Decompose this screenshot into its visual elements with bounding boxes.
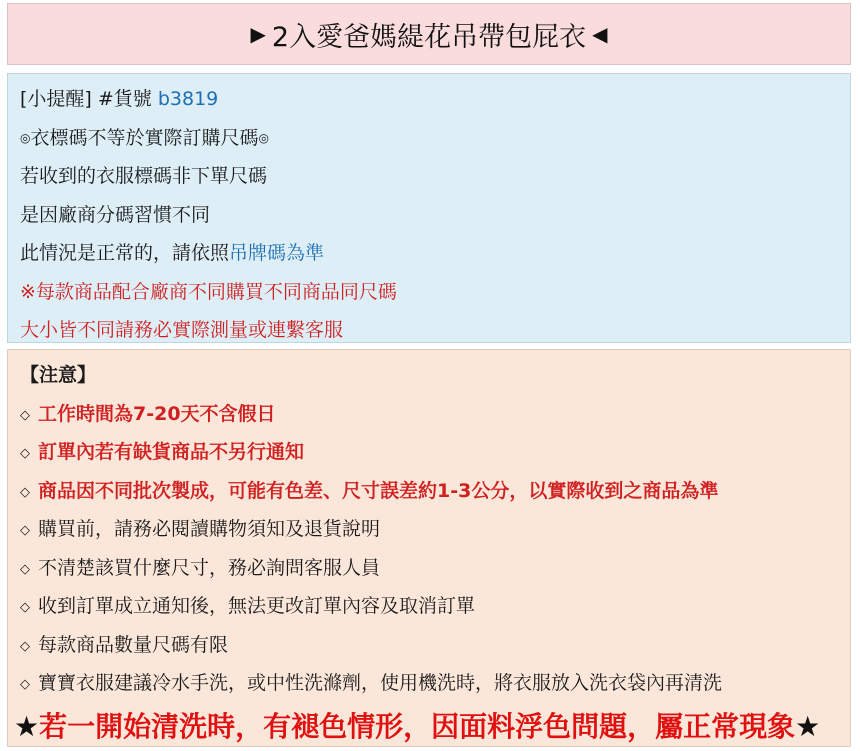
notice-item-text: 工作時間為7-20天不含假日 <box>38 402 276 425</box>
product-title: 2入愛爸媽緹花吊帶包屁衣 <box>271 21 587 53</box>
reminder-warning-1: ※每款商品配合廠商不同購買不同商品同尺碼 <box>20 280 397 303</box>
size-note <box>20 119 850 158</box>
notice-heading: 【注意】 <box>20 364 97 386</box>
product-title-banner <box>7 3 851 65</box>
diamond-bullet-icon: ◇ <box>20 523 30 538</box>
wash-warning <box>14 703 850 751</box>
reminder-header <box>20 80 850 119</box>
left-triangle-icon: ◀ <box>592 22 608 46</box>
notice-item-text: 每款商品數量尺碼有限 <box>38 633 229 656</box>
circle-mark-icon: ◎ <box>258 130 269 145</box>
diamond-bullet-icon: ◇ <box>20 638 30 654</box>
notice-item <box>20 510 850 549</box>
star-icon: ★ <box>14 709 40 743</box>
diamond-bullet-icon: ◇ <box>20 600 30 615</box>
circle-mark-icon: ◎ <box>20 130 31 145</box>
notice-item <box>20 433 850 472</box>
wash-warning-text: 若一開始清洗時，有褪色情形，因面料浮色問題，屬正常現象 <box>39 709 796 743</box>
notice-item-text: 商品因不同批次製成，可能有色差、尺寸誤差約1-3公分，以實際收到之商品為準 <box>38 479 719 502</box>
reminder-warning-2: 大小皆不同請務必實際測量或連繫客服 <box>20 319 344 341</box>
notice-item <box>20 664 850 703</box>
diamond-bullet-icon: ◇ <box>20 484 30 500</box>
notice-item-text: 寶寶衣服建議冷水手洗，或中性洗滌劑，使用機洗時，將衣服放入洗衣袋內再清洗 <box>38 672 723 694</box>
diamond-bullet-icon: ◇ <box>20 446 30 461</box>
notice-item-text: 收到訂單成立通知後，無法更改訂單內容及取消訂單 <box>38 595 476 617</box>
notice-item <box>20 626 850 665</box>
right-triangle-icon: ▶ <box>250 22 266 46</box>
notice-item <box>20 549 850 588</box>
reminder-line-2: 若收到的衣服標碼非下單尺碼 <box>20 165 268 187</box>
reminder-line-4-text: 此情況是正常的，請依照 <box>20 242 230 264</box>
notice-item <box>20 395 850 434</box>
notice-item-text: 不清楚該買什麼尺寸，務必詢問客服人員 <box>38 556 381 579</box>
tag-size-highlight: 吊牌碼為準 <box>229 242 325 264</box>
notice-item-text: 訂單內若有缺貨商品不另行通知 <box>38 441 305 463</box>
notice-item <box>20 472 850 511</box>
notice-panel <box>7 349 851 747</box>
diamond-bullet-icon: ◇ <box>20 407 30 423</box>
reminder-line-4 <box>20 234 850 273</box>
sku-label: #貨號 <box>97 88 152 110</box>
diamond-bullet-icon: ◇ <box>20 677 30 692</box>
reminder-label: [小提醒] <box>20 88 92 110</box>
size-reminder-panel <box>7 73 851 343</box>
sku-value: b3819 <box>157 88 219 110</box>
notice-item-text: 購買前，請務必閱讀購物須知及退貨說明 <box>38 518 381 540</box>
reminder-line-3: 是因廠商分碼習慣不同 <box>20 203 211 226</box>
size-note-text: 衣標碼不等於實際訂購尺碼 <box>30 126 259 149</box>
notice-item <box>20 587 850 626</box>
diamond-bullet-icon: ◇ <box>20 561 30 577</box>
star-icon: ★ <box>795 709 821 743</box>
